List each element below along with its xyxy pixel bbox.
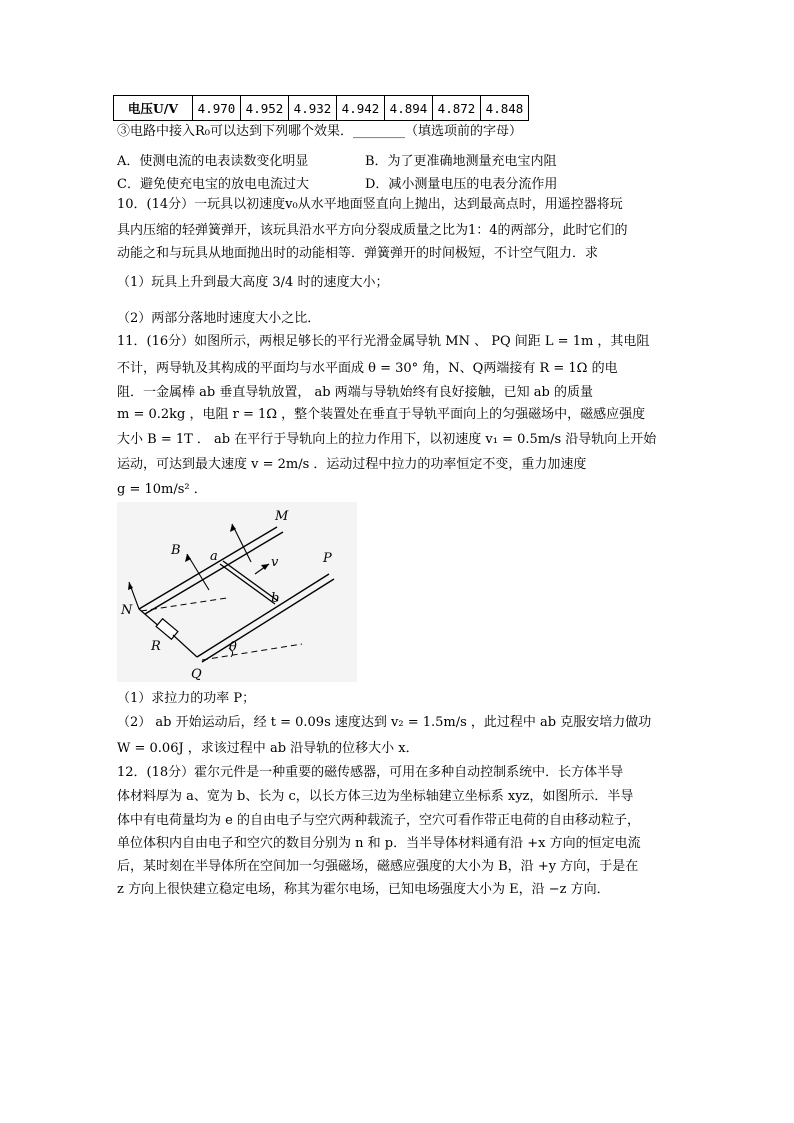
q11-line-4: m = 0.2kg ，电阻 r = 1Ω ，整个装置处在垂直于导轨平面向上的匀强磁场中，磁感应强度	[117, 407, 646, 422]
q12-line-2: 体材料厚为 a、宽为 b、长为 c，以长方体三边为坐标轴建立坐标系 xyz，如图所示．半导	[117, 789, 634, 804]
q11-part-1: （1）求拉力的功率 P；	[117, 691, 256, 706]
table-header-cell: 电压U/V	[114, 96, 193, 121]
label-theta: θ	[229, 640, 237, 655]
q9-option-b: B．为了更准确地测量充电宝内阻	[365, 154, 557, 169]
label-v: v	[271, 555, 279, 570]
q10-part-1: （1）玩具上升到最大高度 3/4 时的速度大小；	[117, 275, 389, 290]
table-cell: 4.952	[241, 96, 289, 121]
table-cell: 4.894	[385, 96, 433, 121]
q10-part-2: （2）两部分落地时速度大小之比．	[117, 311, 321, 326]
q11-line-5: 大小 B = 1T ． ab 在平行于导轨向上的拉力作用下，以初速度 v₁ = 0.5m/s 沿导轨向上开始	[117, 432, 657, 447]
table-cell: 4.932	[289, 96, 337, 121]
q12-line-6: z 方向上很快建立稳定电场，称其为霍尔电场，已知电场强度大小为 E，沿 −z 方向．	[117, 882, 610, 897]
q9-option-a: A．使测电流的电表读数变化明显	[117, 154, 309, 169]
label-b-end: b	[271, 591, 280, 606]
q12-line-3: 体中有电荷量均为 e 的自由电子与空穴两种载流子，空穴可看作带正电荷的自由移动粒子，	[117, 813, 640, 828]
label-a: a	[210, 549, 218, 564]
table-cell: 4.942	[337, 96, 385, 121]
q11-part-2a: （2） ab 开始运动后，经 t = 0.09s 速度达到 v₂ = 1.5m/s ，此过程中 ab 克服安培力做功	[117, 715, 652, 730]
q11-line-3: 阻．一金属棒 ab 垂直导轨放置， ab 两端与导轨始终有良好接触，已知 ab 的质量	[117, 385, 594, 400]
q10-line-2: 具内压缩的轻弹簧弹开，该玩具沿水平方向分裂成质量之比为1：4的两部分，此时它们的	[117, 223, 628, 238]
label-n: N	[121, 603, 133, 618]
label-m: M	[275, 509, 289, 524]
q12-line-1: 12．(18分）霍尔元件是一种重要的磁传感器，可用在多种自动控制系统中．长方体半导	[117, 765, 624, 780]
label-p: P	[323, 551, 332, 566]
table-cell: 4.970	[193, 96, 241, 121]
q11-line-1: 11．(16分）如图所示，两根足够长的平行光滑金属导轨 MN 、 PQ 间距 L = 1m ，其电阻	[117, 334, 650, 349]
q9-option-c: C．避免使充电宝的放电电流过大	[117, 177, 309, 192]
q11-line-7: g = 10m/s² ．	[117, 482, 207, 497]
q10-line-1: 10．(14分）一玩具以初速度v₀从水平地面竖直向上抛出，达到最高点时，用遥控器将玩	[117, 197, 623, 212]
rail-diagram	[117, 502, 357, 682]
q12-line-4: 单位体积内自由电子和空穴的数目分别为 n 和 p．当半导体材料通有沿 +x 方向的恒定电流	[117, 836, 641, 851]
table-row	[114, 96, 529, 121]
table-cell: 4.872	[433, 96, 481, 121]
figure-background	[117, 502, 357, 682]
label-q: Q	[191, 667, 202, 682]
table-cell: 4.848	[481, 96, 529, 121]
q10-line-3: 动能之和与玩具从地面抛出时的动能相等．弹簧弹开的时间极短，不计空气阻力．求	[117, 246, 599, 261]
label-r: R	[151, 639, 161, 654]
q12-line-5: 后，某时刻在半导体所在空间加一匀强磁场，磁感应强度的大小为 B，沿 +y 方向，于是在	[117, 859, 639, 874]
label-b-field: B	[171, 543, 181, 558]
q9-stem: ③电路中接入R₀可以达到下列哪个效果．________（填选项前的字母）	[117, 124, 522, 139]
q11-line-6: 运动，可达到最大速度 v = 2m/s ．运动过程中拉力的功率恒定不变，重力加速度	[117, 457, 587, 472]
voltage-table	[113, 95, 529, 121]
q9-option-d: D．减小测量电压的电表分流作用	[365, 177, 558, 192]
q11-part-2b: W = 0.06J ，求该过程中 ab 沿导轨的位移大小 x．	[117, 741, 419, 756]
q11-line-2: 不计，两导轨及其构成的平面均与水平面成 θ = 30° 角，N、Q两端接有 R = 1Ω 的电	[117, 361, 618, 376]
